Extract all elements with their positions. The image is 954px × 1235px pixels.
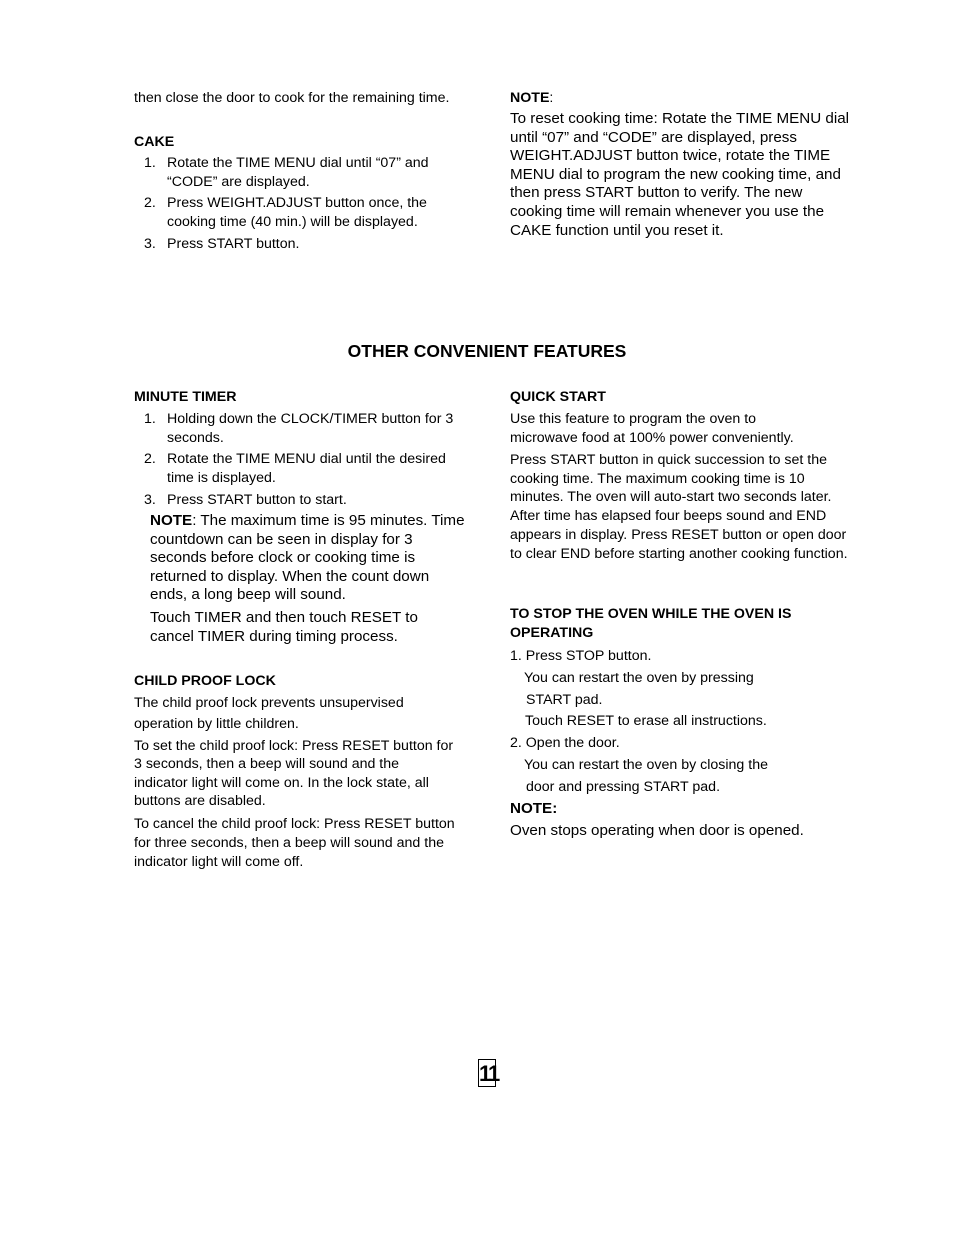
minute-timer-touch: Touch TIMER and then touch RESET to cancel TIMER during timing process. <box>150 609 418 645</box>
stop-step-1: 1. Press STOP button. <box>510 648 652 664</box>
continuation-text: then close the door to cook for the remaining time. <box>134 90 450 106</box>
quick-start-p1: Use this feature to program the oven to microwave food at 100% power conveniently. <box>510 411 794 446</box>
page-number: 11 <box>479 1061 499 1086</box>
list-item: 1. Holding down the CLOCK/TIMER button for 3 seconds. <box>144 411 454 446</box>
stop-oven-note-text: Oven stops operating when door is opened. <box>510 822 804 839</box>
quick-start-p2: Press START button in quick succession to set the cooking time. The maximum cooking time is 10 minutes. The oven will auto-start two seconds later. After time has elapsed four beeps sound and END appears in display. Press RESET button or open door to clear END before starting another cooking function. <box>510 452 848 562</box>
list-item: 2. Rotate the TIME MENU dial until the desired time is displayed. <box>144 451 446 487</box>
child-lock-p1: The child proof lock prevents unsupervised operation by little children. <box>134 695 404 732</box>
list-item: 3. Press START button to start. <box>144 491 347 508</box>
cake-note-label: NOTE: <box>510 90 554 106</box>
child-lock-p3: To cancel the child proof lock: Press RESET button for three seconds, then a beep will sound and the indicator light will come off. <box>134 816 455 870</box>
stop-step-2-line-b: door and pressing START pad. <box>526 779 721 795</box>
minute-timer-steps <box>134 410 474 512</box>
stop-oven-note-label: NOTE: <box>510 800 558 817</box>
section-title: OTHER CONVENIENT FEATURES <box>347 341 627 361</box>
minute-timer-heading: MINUTE TIMER <box>134 389 237 405</box>
stop-step-1-line-c: Touch RESET to erase all instructions. <box>525 713 767 729</box>
list-item: 3. Press START button. <box>144 235 300 252</box>
child-lock-heading: CHILD PROOF LOCK <box>134 673 276 689</box>
stop-step-1-line-b: START pad. <box>526 692 603 708</box>
stop-step-2: 2. Open the door. <box>510 735 620 751</box>
stop-step-2-line-a: You can restart the oven by closing the <box>524 757 768 773</box>
cake-note-text: To reset cooking time: Rotate the TIME MENU dial until “07” and “CODE” are displayed, press WEIGHT.ADJUST button twice, rotate the TIME MENU dial to program the new cooking time, and then press START button to verify. The new cooking time will remain whenever you use the CAKE function until you reset it. <box>510 110 850 239</box>
stop-step-1-line-a: You can restart the oven by pressing <box>524 670 754 686</box>
list-item: 1. Rotate the TIME MENU dial until “07” and “CODE” are displayed. <box>144 155 429 190</box>
list-item: 2. Press WEIGHT.ADJUST button once, the cooking time (40 min.) will be displayed. <box>144 195 427 231</box>
quick-start-heading: QUICK START <box>510 389 606 405</box>
minute-timer-note: NOTE: The maximum time is 95 minutes. Time countdown can be seen in display for 3 seconds before clock or cooking time is returned to display. When the count down ends, a long beep will sound. <box>150 512 465 604</box>
cake-steps <box>134 154 474 256</box>
stop-oven-heading: TO STOP THE OVEN WHILE THE OVEN IS OPERATING <box>510 606 792 641</box>
child-lock-p2: To set the child proof lock: Press RESET button for 3 seconds, then a beep will sound and the indicator light will come on. In the lock state, all buttons are disabled. <box>134 738 454 810</box>
cake-heading: CAKE <box>134 134 175 150</box>
